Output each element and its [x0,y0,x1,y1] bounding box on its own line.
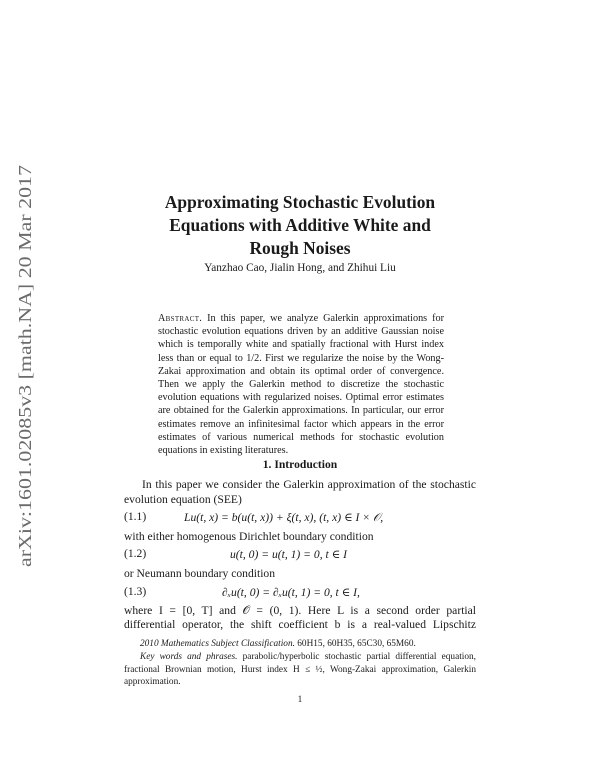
abstract-text: In this paper, we analyze Galerkin approximations for stochastic evolution equations driven by an additive Gaussian noise which is temporally white and spatially fractional with Hurst index less than or equal to 1/2. First we regularize the noise by the Wong-Zakai approximation and obtain its optimal order of convergence. Then we apply the Galerkin method to discretize the stochastic evolution equations with regularized noises. Optimal error estimates are obtained for the Galerkin approximations. In particular, our error estimates remove an infinitesimal factor which appears in the error estimates of various numerical methods for stochastic evolution equations in existing literatures. [158,313,445,457]
equation-body: Lu(t, x) = b(u(t, x)) + ξ(t, x), (t, x) ∈ I × 𝒪, [184,511,384,524]
keywords-label: Key words and phrases. [140,651,238,662]
arxiv-identifier-sidebar [6,162,42,570]
equation-number: (1.1) [124,510,147,523]
arxiv-identifier-text: arXiv:1601.02085v3 [math.NA] 20 Mar 2017 [15,246,35,567]
abstract-label: Abstract. [158,313,203,324]
equation-1-1 [124,510,476,526]
equation-1-3 [124,585,476,601]
msc-label: 2010 Mathematics Subject Classification. [140,639,295,649]
footnote-keywords [124,651,476,689]
equation-number: (1.3) [124,585,147,598]
footnote-msc [124,638,476,651]
title-line-2: Equations with Additive White and [169,215,431,235]
title-line-3: Rough Noises [249,238,351,258]
section-heading-introduction: 1. Introduction [262,458,338,471]
equation-body: ∂ₓu(t, 0) = ∂ₓu(t, 1) = 0, t ∈ I, [222,586,360,599]
equation-number: (1.2) [124,547,147,560]
title-line-1: Approximating Stochastic Evolution [164,192,436,212]
where-line-2: differential operator, the shift coefficient b is a real-valued Lipschitz [124,618,476,631]
author-list: Yanzhao Cao, Jialin Hong, and Zhihui Liu [204,262,396,274]
page-number: 1 [297,695,303,705]
dirichlet-text: with either homogenous Dirichlet boundary condition [124,530,374,543]
msc-codes: 60H15, 60H35, 65C30, 65M60. [297,639,416,649]
footnotes [124,638,476,689]
keywords-text: parabolic/hyperbolic stochastic partial differential equation, fractional Brownian motion, Hurst index H ≤ ½, Wong-Zakai approximation, Galerkin approximation. [124,651,476,688]
equation-body: u(t, 0) = u(t, 1) = 0, t ∈ I [230,548,347,561]
equation-1-2 [124,547,476,563]
paper-title [100,191,500,260]
where-line-1: where I = [0, T] and 𝒪 = (0, 1). Here L is a second order partial [124,604,476,617]
abstract-block [158,312,444,457]
intro-paragraph: In this paper we consider the Galerkin approximation of the stochastic evolution equation (SEE) [124,478,476,506]
neumann-text: or Neumann boundary condition [124,567,276,580]
